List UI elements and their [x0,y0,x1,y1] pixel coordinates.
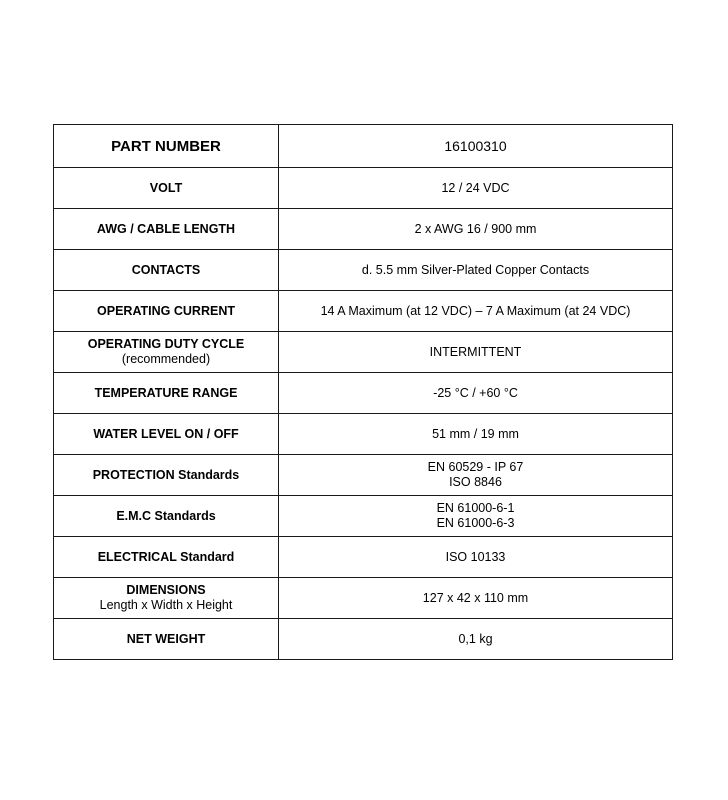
table-row-contacts [54,250,673,291]
row-value-line: EN 61000-6-3 [436,516,515,530]
table-row-electrical-standard [54,537,673,578]
row-label: DIMENSIONS [126,583,206,597]
table-row-water-level [54,414,673,455]
row-label: PROTECTION Standards [54,455,279,496]
row-value-cell [279,455,673,496]
row-value-line: EN 60529 - IP 67 [427,460,524,474]
table-row-temperature-range [54,373,673,414]
row-value: INTERMITTENT [279,332,673,373]
row-label-cell [54,332,279,373]
row-label-cell [54,578,279,619]
specification-table [53,124,673,660]
row-label: PART NUMBER [54,125,279,168]
row-label: OPERATING DUTY CYCLE [87,337,245,351]
table-row-operating-duty-cycle [54,332,673,373]
table-row-emc-standards [54,496,673,537]
row-value: 0,1 kg [279,619,673,660]
row-value: -25 °C / +60 °C [279,373,673,414]
row-value: 16100310 [279,125,673,168]
row-value: d. 5.5 mm Silver-Plated Copper Contacts [279,250,673,291]
table-row-awg-cable-length [54,209,673,250]
row-sublabel: Length x Width x Height [99,598,233,612]
row-label: CONTACTS [54,250,279,291]
row-value-line: ISO 8846 [449,475,502,489]
table-row-protection-standards [54,455,673,496]
table-row-volt [54,168,673,209]
row-label: TEMPERATURE RANGE [54,373,279,414]
table-row-part-number [54,125,673,168]
row-label: OPERATING CURRENT [54,291,279,332]
row-label: ELECTRICAL Standard [54,537,279,578]
row-value: 2 x AWG 16 / 900 mm [279,209,673,250]
row-value-cell [279,496,673,537]
row-label: E.M.C Standards [54,496,279,537]
row-label: AWG / CABLE LENGTH [54,209,279,250]
row-label: WATER LEVEL ON / OFF [54,414,279,455]
row-value: 14 A Maximum (at 12 VDC) – 7 A Maximum (at 24 VDC) [279,291,673,332]
row-label: VOLT [54,168,279,209]
row-value: 12 / 24 VDC [279,168,673,209]
row-value-line: EN 61000-6-1 [436,501,515,515]
row-sublabel: (recommended) [121,352,211,366]
table-row-net-weight [54,619,673,660]
table-row-operating-current [54,291,673,332]
row-value: 127 x 42 x 110 mm [279,578,673,619]
row-value: 51 mm / 19 mm [279,414,673,455]
table-row-dimensions [54,578,673,619]
row-value: ISO 10133 [279,537,673,578]
row-label: NET WEIGHT [54,619,279,660]
